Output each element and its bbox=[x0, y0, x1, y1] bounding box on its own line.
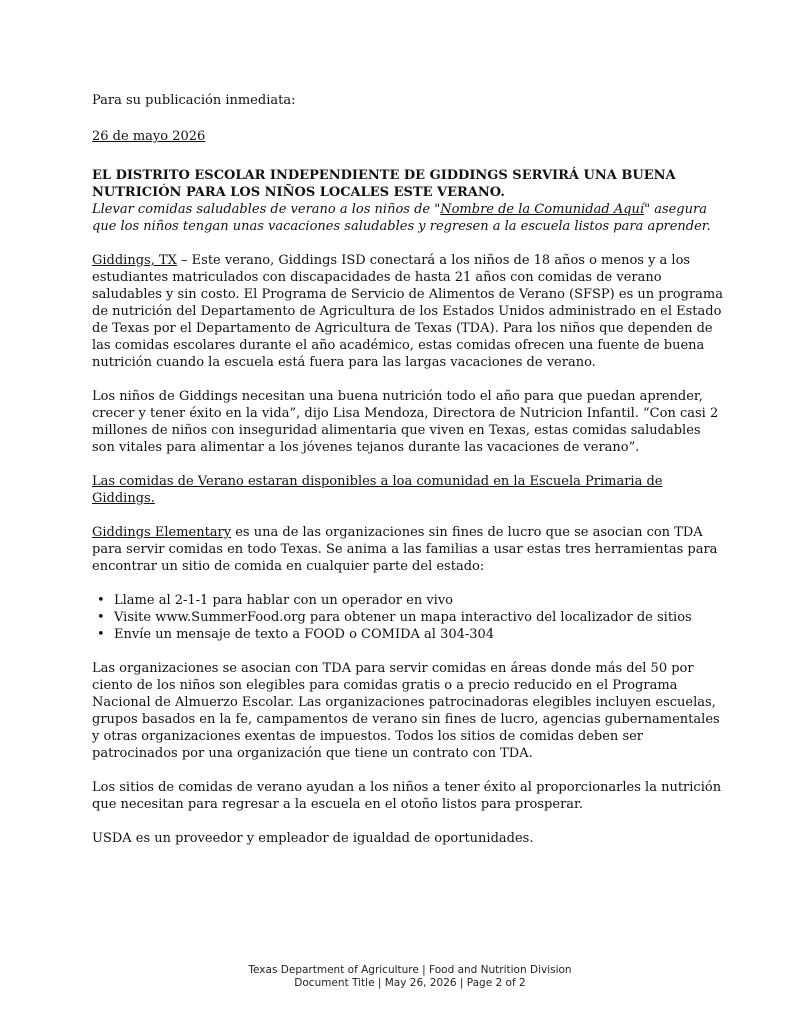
bullet-icon: • bbox=[97, 593, 105, 608]
list-item bbox=[92, 626, 724, 643]
dateline: Giddings, TX bbox=[92, 253, 177, 268]
list-item bbox=[92, 609, 724, 626]
footer-agency: Texas Department of Agriculture | Food and Nutrition Division bbox=[248, 964, 572, 976]
release-date: 26 de mayo 2026 bbox=[92, 129, 206, 144]
subheadline bbox=[92, 201, 724, 235]
paragraph-quote: Los niños de Giddings necesitan una buena nutrición todo el año para que puedan aprender, crecer y tener éxito en la vida”, dijo Lisa Mendoza, Directora de Nutricion Infantil. “Con casi 2 millones de niños con inseguridad alimentaria que viven en Texas, estas comidas saludables son vitales para alimentar a los jóvenes tejanos durante las vacaciones de verano”. bbox=[92, 389, 719, 455]
document-body bbox=[92, 92, 724, 847]
paragraph-eligibility: Las organizaciones se asocian con TDA para servir comidas en áreas donde más del 50 por ciento de los niños son elegibles para comidas gratis o a precio reducido en el Programa Nacional de Almuerzo Escolar. Las organizaciones patrocinadoras elegibles incluyen escuelas, grupos basados en la fe, campamentos de verano sin fines de lucro, agencias gubernamentales y otras organizaciones exentas de impuestos. Todos los sitios de comidas deben ser patrocinados por una organización que tiene un contrato con TDA. bbox=[92, 661, 720, 761]
list-item bbox=[92, 592, 724, 609]
list-item-text: Llame al 2-1-1 para hablar con un operador en vivo bbox=[114, 593, 453, 608]
list-item-text: Envíe un mensaje de texto a FOOD o COMIDA al 304-304 bbox=[114, 627, 495, 642]
paragraph-sponsor bbox=[92, 524, 724, 575]
paragraph-intro bbox=[92, 252, 724, 371]
subheadline-before: Llevar comidas saludables de verano a los niños de " bbox=[92, 202, 441, 217]
nondiscrimination-statement: USDA es un proveedor y empleador de igualdad de oportunidades. bbox=[92, 831, 534, 846]
site-finder-list bbox=[92, 592, 724, 643]
bullet-icon: • bbox=[97, 627, 105, 642]
bullet-icon: • bbox=[97, 610, 105, 625]
sponsor-name: Giddings Elementary bbox=[92, 525, 232, 540]
paragraph-intro-text: – Este verano, Giddings ISD conectará a los niños de 18 años o menos y a los estudiantes matriculados con discapacidades de hasta 21 años con comidas de verano saludables y sin costo. El Programa de Servicio de Alimentos de Verano (SFSP) es un programa de nutrición del Departamento de Agricultura de los Estados Unidos administrado en el Estado de Texas por el Departamento de Agricultura de Texas (TDA). Para los niños que dependen de las comidas escolares durante el año académico, estas comidas ofrecen una fuente de buena nutrición cuando la escuela está fuera para las largas vacaciones de verano. bbox=[92, 253, 723, 370]
release-label: Para su publicación inmediata: bbox=[92, 93, 296, 108]
footer-document-info: Document Title | May 26, 2026 | Page 2 of 2 bbox=[294, 977, 526, 989]
paragraph-closing: Los sitios de comidas de verano ayudan a los niños a tener éxito al proporcionarles la nutrición que necesitan para regresar a la escuela en el otoño listos para prosperar. bbox=[92, 780, 722, 812]
headline: EL DISTRITO ESCOLAR INDEPENDIENTE DE GIDDINGS SERVIRÁ UNA BUENA NUTRICIÓN PARA LOS NIÑOS LOCALES ESTE VERANO. bbox=[92, 168, 676, 200]
subheadline-after: " asegura que los niños tengan unas vacaciones saludables y regresen a la escuela listos para aprender. bbox=[92, 202, 711, 234]
availability-notice: Las comidas de Verano estaran disponibles a loa comunidad en la Escuela Primaria de Giddings. bbox=[92, 474, 663, 506]
community-name-placeholder: Nombre de la Comunidad Aquí bbox=[440, 202, 645, 217]
list-item-text: Visite www.SummerFood.org para obtener un mapa interactivo del localizador de sitios bbox=[114, 610, 692, 625]
page-footer bbox=[0, 964, 791, 990]
paragraph-sponsor-text: es una de las organizaciones sin fines de lucro que se asocian con TDA para servir comidas en todo Texas. Se anima a las familias a usar estas tres herramientas para encontrar un sitio de comida en cualquier parte del estado: bbox=[92, 525, 718, 574]
